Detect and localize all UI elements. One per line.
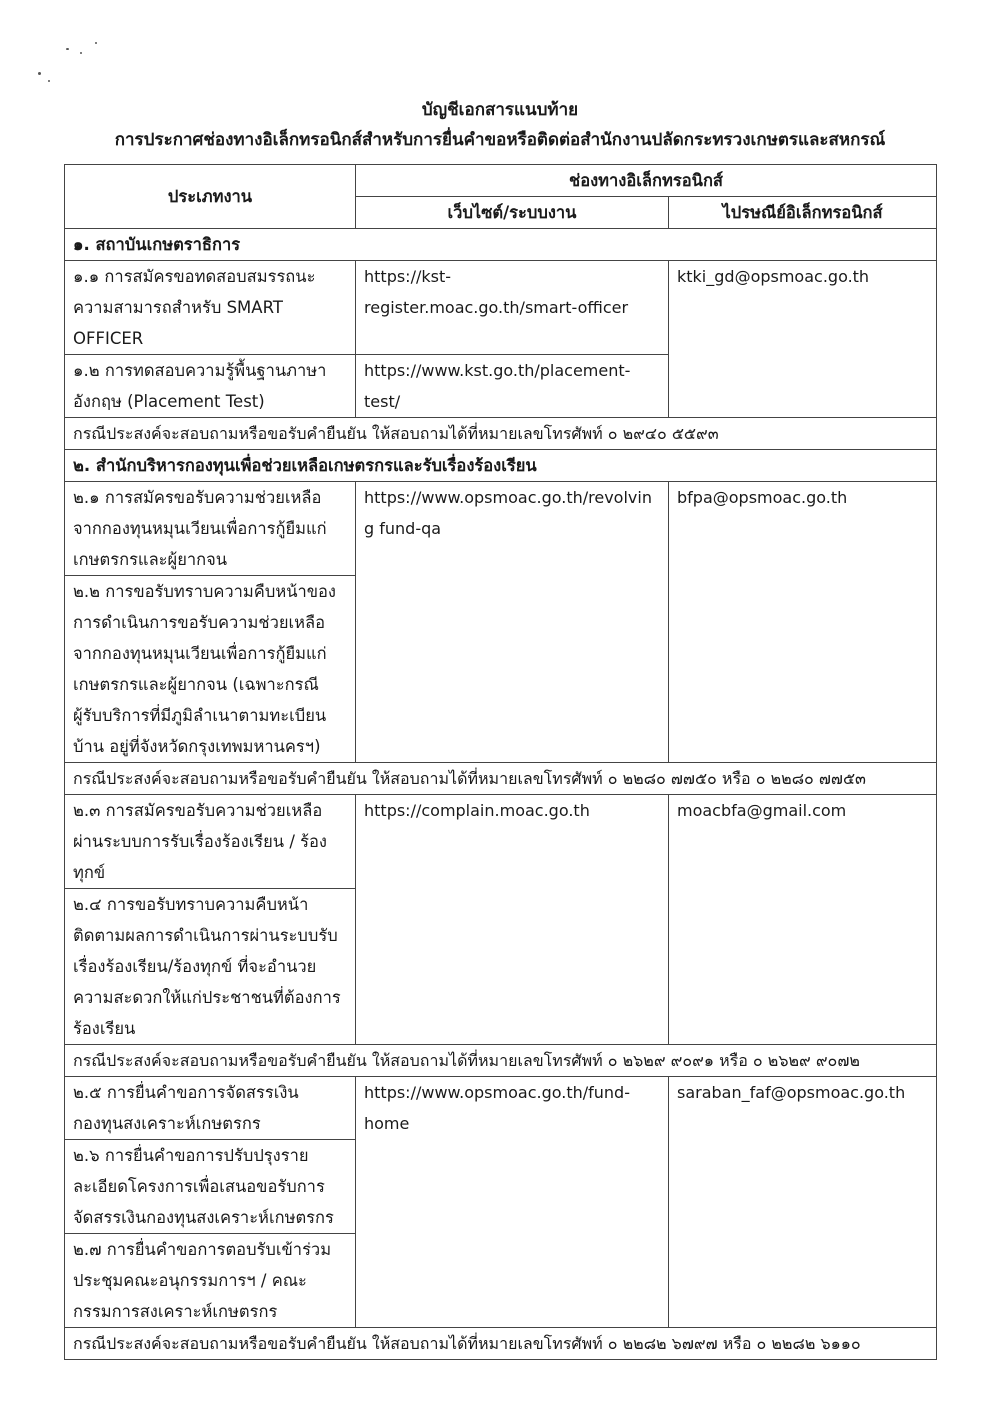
item-cell: ๑.๒ การทดสอบความรู้พื้นฐานภาษาอังกฤษ (Placement Test) [65,355,356,418]
contact-note: กรณีประสงค์จะสอบถามหรือขอรับคำยืนยัน ให้สอบถามได้ที่หมายเลขโทรศัพท์ ๐ ๒๒๘๒ ๖๗๙๗ หรือ ๐ ๒๒๘๒ ๖๑๑๐ [65,1328,937,1360]
header-type-of-work: ประเภทงาน [65,165,356,229]
document-title: บัญชีเอกสารแนบท้าย [421,100,579,120]
table-row [65,1077,937,1140]
item-cell: ๒.๒ การขอรับทราบความคืบหน้าของการดำเนินการขอรับความช่วยเหลือจากกองทุนหมุนเวียนเพื่อการกู้ยืมแก่เกษตรกรและผู้ยากจน (เฉพาะกรณีผู้รับบริการที่มีภูมิลำเนาตามทะเบียนบ้าน อยู่ที่จังหวัดกรุงเทพมหานครฯ) [65,576,356,763]
email-link[interactable]: moacbfa@gmail.com [669,795,937,1045]
item-cell: ๒.๓ การสมัครขอรับความช่วยเหลือผ่านระบบการรับเรื่องร้องเรียน / ร้องทุกข์ [65,795,356,889]
section-title: ๒. สำนักบริหารกองทุนเพื่อช่วยเหลือเกษตรกรและรับเรื่องร้องเรียน [65,450,937,482]
header-email: ไปรษณีย์อิเล็กทรอนิกส์ [669,197,937,229]
section-row [65,450,937,482]
contact-note: กรณีประสงค์จะสอบถามหรือขอรับคำยืนยัน ให้สอบถามได้ที่หมายเลขโทรศัพท์ ๐ ๒๒๘๐ ๗๗๕๐ หรือ ๐ ๒๒๘๐ ๗๗๕๓ [65,763,937,795]
note-row [65,418,937,450]
scan-speck [80,52,82,54]
note-row [65,763,937,795]
note-row [65,1045,937,1077]
header-electronic-channels: ช่องทางอิเล็กทรอนิกส์ [356,165,937,197]
email-link[interactable]: saraban_faf@opsmoac.go.th [669,1077,937,1328]
item-cell: ๑.๑ การสมัครขอทดสอบสมรรถนะความสามารถสำหรับ SMART OFFICER [65,261,356,355]
contact-note: กรณีประสงค์จะสอบถามหรือขอรับคำยืนยัน ให้สอบถามได้ที่หมายเลขโทรศัพท์ ๐ ๒๖๒๙ ๙๐๙๑ หรือ ๐ ๒๖๒๙ ๙๐๗๒ [65,1045,937,1077]
item-cell: ๒.๗ การยื่นคำขอการตอบรับเข้าร่วมประชุมคณะอนุกรรมการฯ / คณะกรรมการสงเคราะห์เกษตรกร [65,1234,356,1328]
channels-table [64,164,937,1360]
header-website: เว็บไซต์/ระบบงาน [356,197,669,229]
website-link[interactable]: https://www.kst.go.th/placement-test/ [356,355,669,418]
scan-speck [38,72,41,75]
item-cell: ๒.๑ การสมัครขอรับความช่วยเหลือจากกองทุนหมุนเวียนเพื่อการกู้ยืมแก่เกษตรกรและผู้ยากจน [65,482,356,576]
item-cell: ๒.๖ การยื่นคำขอการปรับปรุงรายละเอียดโครงการเพื่อเสนอขอรับการจัดสรรเงินกองทุนสงเคราะห์เกษตรกร [65,1140,356,1234]
item-cell: ๒.๔ การขอรับทราบความคืบหน้าติดตามผลการดำเนินการผ่านระบบรับเรื่องร้องเรียน/ร้องทุกข์ ที่จะอำนวยความสะดวกให้แก่ประชาชนที่ต้องการร้องเรียน [65,889,356,1045]
website-link[interactable]: https://www.opsmoac.go.th/fund-home [356,1077,669,1328]
scan-speck [95,42,97,44]
scan-speck [48,80,50,82]
website-link[interactable]: https://complain.moac.go.th [356,795,669,1045]
section-title: ๑. สถาบันเกษตราธิการ [65,229,937,261]
website-link[interactable]: https://kst-register.moac.go.th/smart-officer [356,261,669,355]
scan-speck [66,48,69,50]
table-row [65,261,937,355]
document-subtitle: การประกาศช่องทางอิเล็กทรอนิกส์สำหรับการยื่นคำขอหรือติดต่อสำนักงานปลัดกระทรวงเกษตรและสหกรณ์ [114,130,886,150]
note-row [65,1328,937,1360]
website-link[interactable]: https://www.opsmoac.go.th/revolving fund-qa [356,482,669,763]
contact-note: กรณีประสงค์จะสอบถามหรือขอรับคำยืนยัน ให้สอบถามได้ที่หมายเลขโทรศัพท์ ๐ ๒๙๔๐ ๕๕๙๓ [65,418,937,450]
header-row [65,165,937,197]
item-cell: ๒.๕ การยื่นคำขอการจัดสรรเงินกองทุนสงเคราะห์เกษตรกร [65,1077,356,1140]
section-row [65,229,937,261]
table-row [65,795,937,889]
email-link[interactable]: bfpa@opsmoac.go.th [669,482,937,763]
table-row [65,482,937,576]
email-link[interactable]: ktki_gd@opsmoac.go.th [669,261,937,418]
